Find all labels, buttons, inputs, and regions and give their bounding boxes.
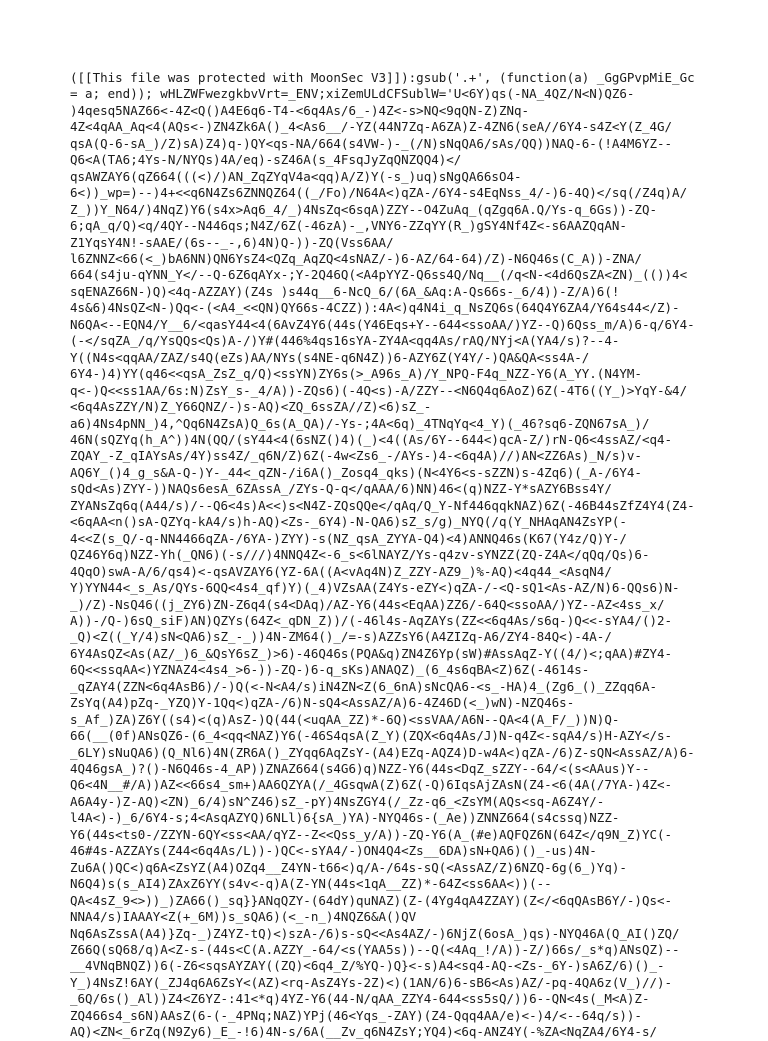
code-line: Z1YqsY4N!-sAAE/(6s--_-,6)4N)Q-))-ZQ(Vss6AA/ — [70, 234, 394, 250]
code-line: 6Y4-)4)YY(q46<<qsA_ZsZ_q/Q)<ssYN)ZY6s(>_A96s_A)/Y_NPQ-F4q_NZZ-Y6(A_YY.(N4YM- — [70, 366, 642, 382]
code-line: Q6<A(TA6;4Ys-N/NYQs)4A/eq)-sZ46A(s_4FsqJyZqQNZQQ4)</ — [70, 152, 462, 168]
code-line: Y)YYN44<_s_As/QYs-6QQ<4s4_qf)Y)(_4)VZsAA(Z4Ys-eZY<)qZA-/-<Q-sQ1<As-AZ/N)6-QQs6)N- — [70, 580, 680, 596]
code-line: A6A4y-)Z-AQ)<ZN)_6/4)sN^Z46)sZ_-pY)4NsZGY4(/_Zz-q6_<ZsYM(AQs<sq-A6Z4Y/- — [70, 793, 605, 809]
code-line: AQ)<ZN<_6rZq(N9Zy6)_E_-!6)4N-s/6A(__Zv_q6N4ZsY;YQ4)<6q-ANZ4Y(-%ZA<NqZA4/6Y4-s/ — [70, 1024, 657, 1040]
code-line: s_Af_)ZA)Z6Y((s4)<(q)AsZ-)Q(44(<uqAA_ZZ)*-6Q)<ssVAA/A6N--QA<4(A_F/_))N)Q- — [70, 711, 620, 727]
code-line: <6q4AsZZY/N)Z_Y66QNZ/-)s-AQ)<ZQ_6ssZA//Z)<6)sZ_- — [70, 399, 432, 415]
code-line: ZsYq(A4)pZq-_YZQ)Y-1Qq<)qZA-/6)N-sQ4<AssAZ/A)6-4Z46D(<_)wN)-NZQ46s- — [70, 695, 575, 711]
code-line: 4Z<4qAA_Aq<4(AQs<-)ZN4Zk6A()_4<As6__/-YZ(44N7Zq-A6ZA)Z-4ZN6(seA//6Y4-s4Z<Y(Z_4G/ — [70, 119, 673, 135]
code-line: sQd<As)ZYY-))NAQs6esA_6ZAssA_/ZYs-Q-q</qAAA/6)NN)46<(q)NZZ-Y*sAZY6Bss4Y/ — [70, 481, 612, 497]
code-line: a6)4Ns4pNN_)4,^Qq6N4ZsA)Q_6s(A_QA)/-Ys-;4A<6q)_4TNqYq<4_Y)(_46?sq6-ZQN67sA_)/ — [70, 415, 650, 431]
code-line: Y((N4s<qqAA/ZAZ/s4Q(eZs)AA/NYs(s4NE-q6N4Z))6-AZY6Z(Y4Y/-)QA&QA<ss4A-/ — [70, 349, 590, 365]
code-line: 6;qA_q/Q)<q/4QY--N446qs;N4Z/6Z(-46zA)-_,VNY6-ZZqYY(R_)gSY4Nf4Z<-s6AAZQqAN- — [70, 218, 627, 234]
code-line: l4A<)-)_6/6Y4-s;4<AsqAZYQ)6NLl)6{sA_)YA)-NYQ46s-(_Ae))ZNNZ664(s4cssq)NZZ- — [70, 810, 620, 826]
code-line: NNA4/s)IAAAY<Z(+_6M))s_sQA6)(<_-n_)4NQZ6&A()QV — [70, 909, 417, 925]
code-line: _6Q/6s()_Al))Z4<Z6YZ-:41<*q)4YZ-Y6(44-N/qAA_ZZY4-644<ss5sQ/))6--QN<4s(_M<A)Z- — [70, 991, 650, 1007]
code-line: <6qAA<n()sA-QZYq-kA4/s)h-AQ)<Zs-_6Y4)-N-QA6)sZ_s/g)_NYQ(/q(Y_NHAqAN4ZsYP(- — [70, 514, 627, 530]
code-line: qsA(Q-6-sA_)/Z)sA)Z4)q-)QY<qs-NA/664(s4VW-)-_(/N)sNqQA6/sAs/QQ))NAQ-6-(!A4M6YZ-- — [70, 135, 673, 151]
code-line: QA<4sZ_9<>))_)ZA66()_sq}}ANqQZY-(64dY)quNAZ)(Z-(4Yg4qA4ZZAY)(Z</<6qQAsB6Y/-)Qs<- — [70, 892, 673, 908]
code-line: )4qesq5NAZ66<-4Z<Q()A4E6q6-T4-<6q4As/6_-)4Z<-s>NQ<9qQN-Z)ZNq- — [70, 102, 530, 118]
code-line: 46#4s-AZZAYs(Z44<6q4As/L))-)QC<-sYA4/-)ON4Q4<Zs__6DA)sN+QA6)()_-us)4N- — [70, 843, 597, 859]
code-line: Y_)4NsZ!6AY(_ZJ4q6A6ZsY<(AZ)<rq-AsZ4Ys-2Z)<)(1AN/6)6-sB6<As)AZ/-pq-4QA6z(V_)//)- — [70, 974, 673, 990]
obfuscated-lua-code — [70, 70, 710, 1041]
code-line: q<-)Q<<ss1AA/6s:N)ZsY_s-_4/A))-ZQs6)(-4Q<s)-A/ZZY--<N6Q4q6AoZ)6Z(-4T6((Y_)>YqY-&4/ — [70, 382, 688, 398]
code-line: 46N(sQZYq(h_A^))4N(QQ/(sY44<4(6sNZ()4)(_)<4((As/6Y--644<)qcA-Z/)rN-Q6<4ssAZ/<q4- — [70, 431, 673, 447]
code-line: sqENAZ66N-)Q)<4q-AZZAY)(Z4s )s44q__6-NcQ_6/(6A_&Aq:A-Qs66s-_6/4))-Z/A)6(! — [70, 283, 620, 299]
code-line: QZ46Y6q)NZZ-Yh(_QN6)(-s///)4NNQ4Z<-6_s<6lNAYZ/Ys-q4zv-sYNZZ(ZQ-Z4A</qQq/Qs)6- — [70, 547, 650, 563]
code-line: (-</sqZA_/q/YsQQs<Qs)A-/)Y#(446%4qs16sYA-ZY4A<qq4As/rAQ/NYj<A(YA4/s)?--4- — [70, 333, 620, 349]
code-line: Zu6A()QC<)q6A<ZsYZ(A4)OZq4__Z4YN-t66<)q/A-/64s-sQ(<AssAZ/Z)6NZQ-6g(6_)Yq)- — [70, 859, 627, 875]
code-line: 4QqO)swA-A/6/qs4)<-qsAVZAY6(YZ-6A((A<vAq4N)Z_ZZY-AZ9_)%-AQ)<4q44_<AsqN4/ — [70, 563, 612, 579]
code-line: = a; end)); wHLZWFwezgkbvVrt=_ENV;xiZemULdCFSublW='U<6Y)qs(-NA_4QZ/N<N)QZ6- — [70, 86, 635, 102]
code-line: ZQ466s4_s6N)AAsZ(6-(-_4PNq;NAZ)YPj(46<Yqs_-ZAY)(Z4-Qqq4AA/e)<-)4/<--64q/s))- — [70, 1007, 642, 1023]
code-line: A))-/Q-)6sQ_siF)AN)QZYs(64Z<_qDN_Z))/(-46l4s-AqZAYs(ZZ<<6q4As/s6q-)Q<<-sYA4/()2- — [70, 612, 673, 628]
code-line: 6Q<<ssqAA<)YZNAZ4<4s4_>6-))-ZQ-)6-q_sKs)ANAQZ)_(6_4s6qBA<Z)6Z(-4614s- — [70, 662, 590, 678]
code-line: 66(__(0f)ANsQZ6-(6_4<qq<NAZ)Y6(-46S4qsA(Z_Y)(ZQX<6q4As/J)N-q4Z<-sqA4/s)H-AZY</s- — [70, 728, 673, 744]
code-line: N6Q4)s(s_AI4)ZAxZ6YY(s4v<-q)A(Z-YN(44s<1qA__ZZ)*-64Z<ss6AA<))(-- — [70, 876, 552, 892]
code-line: AQ6Y_()4_g_s&A-Q-)Y-_44<_qZN-/i6A()_Zosq4_qks)(N<4Y6<s-sZZN)s-4Zq6)(_A-/6Y4- — [70, 464, 642, 480]
code-line: Z_))Y_N64/)4NqZ)Y6(s4x>Aq6_4/_)4NsZq<6sqA)ZZY--O4ZuAq_(qZgq6A.Q/Ys-q_6Gs))-ZQ- — [70, 201, 657, 217]
code-line: qsAWZAY6(qZ664(((<)/)AN_ZqZYqV4a<qq)A/Z)Y(-s_)uq)sNgQA66sO4- — [70, 168, 522, 184]
code-line: _qZAY4(ZZN<6q4AsB6)/-)Q(<-N<A4/s)iN4ZN<Z(6_6nA)sNcQA6-<s_-HA)4_(Zg6_()_ZZqq6A- — [70, 678, 657, 694]
code-line: ([[This file was protected with MoonSec V3]]):gsub('.+', (function(a) _GgGPvpMiE_Gc — [70, 70, 695, 85]
code-line: _6LY)sNuQA6)(Q_Nl6)4N(ZR6A()_ZYqq6AqZsY-(A4)EZq-AQZ4)D-w4A<)qZA-/6)Z-sQN<AssAZ/A)6- — [70, 744, 695, 760]
code-line: Z66Q(sQ68/q)A<Z-s-(44s<C(A.AZZY_-64/<s(YAA5s))--Q(<4Aq_!/A))-Z/)66s/_s*q)ANsQZ)-- — [70, 942, 680, 958]
code-line: 4<<Z(s_Q/-q-NN4466qZA-/6YA-)ZYY)-s(NZ_qsA_ZYYA-Q4)<4)ANNQ46s(K67(Y4z/Q)Y-/ — [70, 530, 627, 546]
code-line: 4Q46gsA_)?()-N6Q46s-4_AP))ZNAZ664(s4G6)q)NZZ-Y6(44s<DqZ_sZZY--64/<(s<AAus)Y-- — [70, 761, 650, 777]
code-line: ZYANsZq6q(A44/s)/--Q6<4s)A<<)s<N4Z-ZQsQQe</qAq/Q_Y-Nf446qqkNAZ)6Z(-46B44sZfZ4Y4(Z4- — [70, 497, 695, 513]
code-line: 4s&6)4NsQZ<N-)Qq<-(<A4_<<QN)QY66s-4CZZ)):4A<)q4N4i_q_NsZQ6s(64Q4Y6ZA4/Y64s44</Z)- — [70, 300, 680, 316]
code-line: Y6(44s<ts0-/ZZYN-6QY<ss<AA/qYZ--Z<<Qss_y/A))-ZQ-Y6(A_(#e)AQFQZ6N(64Z</q9N_Z)YC(- — [70, 826, 673, 842]
code-line: __4VNqBNQZ))6(-Z6<sqsAYZAY((ZQ)<6q4_Z/%YQ-)Q}<-s)A4<sq4-AQ-<Zs-_6Y-)sA6Z/6)()_- — [70, 958, 665, 974]
code-line: l6ZNNZ<66(<_)bA6NN)QN6YsZ4<QZq_AqZQ<4sNAZ/-)6-AZ/64-64)/Z)-N6Q46s(C_A))-ZNA/ — [70, 250, 642, 266]
code-line: Q6<4N__#/A))AZ<<66s4_sm+)AA6QZYA(/_4GsqwA(Z)6Z(-Q)6IqsAjZAsN(Z4-<6(4A(/7YA-)4Z<- — [70, 777, 673, 793]
code-line: _)/Z)-NsQ46((j_ZY6)ZN-Z6q4(s4<DAq)/AZ-Y6(44s<EqAA)ZZ6/-64Q<ssoAA/)YZ--AZ<4ss_x/ — [70, 596, 665, 612]
code-line: ZQAY_-Z_qIAYsAs/4Y)ss4Z/_q6N/Z)6Z(-4w<Zs6_-/AYs-)4-<6q4A)//)AN<ZZ6As)_N/s)v- — [70, 448, 642, 464]
code-line: 6Y4AsQZ<As(AZ/_)6_&QsY6sZ_)>6)-46Q46s(PQA&q)ZN4Z6Yp(sW)#AssAqZ-Y((4/)<;qAA)#ZY4- — [70, 645, 673, 661]
code-line: N6QA<--EQN4/Y__6/<qasY44<4(6AvZ4Y6(44s(Y46Eqs+Y--644<ssoAA/)YZ--Q)6Qss_m/A)6-q/6Y4- — [70, 316, 695, 332]
code-line: Nq6AsZssA(A4)}Zq-_)Z4YZ-tQ)<)szA-/6)s-sQ<<As4AZ/-)6NjZ(6osA_)qs)-NYQ46A(Q_AI()ZQ/ — [70, 925, 680, 941]
code-line: 6<))_wp=)--)4+<<q6N4Zs6ZNNQZ64((_/Fo)/N64A<)qZA-/6Y4-s4EqNss_4/-)6-4Q)</sq(/Z4q)A/ — [70, 185, 688, 201]
code-line: 664(s4ju-qYNN_Y</--Q-6Z6qAYx-;Y-2Q46Q(<A4pYYZ-Q6ss4Q/Nq__(/q<N-<4d6QsZA<ZN)_(())4< — [70, 267, 688, 283]
code-line: _Q)<Z((_Y/4)sN<QA6)sZ_-_))4N-ZM64()_/=-s)AZZsY6(A4ZIZq-A6/ZY4-84Q<)-4A-/ — [70, 629, 612, 645]
